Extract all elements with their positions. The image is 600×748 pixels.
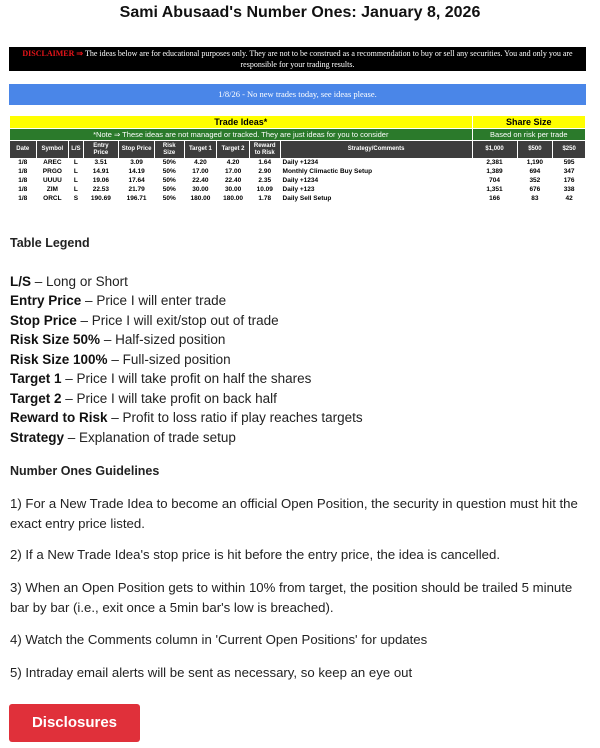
table-row: [10, 195, 586, 204]
legend-item: [10, 313, 279, 328]
cell-s250: 338: [553, 186, 586, 195]
legend-term: Strategy: [10, 430, 65, 445]
trade-ideas-table: [9, 115, 586, 204]
page-title: Sami Abusaad's Number Ones: January 8, 2026: [119, 4, 481, 21]
legend-item: [10, 430, 236, 445]
cell-symbol: AREC: [36, 159, 69, 168]
cell-t2: 22.40: [217, 177, 250, 186]
cell-s1000: 166: [472, 195, 517, 204]
legend-separator: –: [107, 352, 123, 367]
guideline-item: 2) If a New Trade Idea's stop price is hit before the entry price, the idea is cancelled.: [10, 547, 500, 562]
cell-date: 1/8: [10, 186, 37, 195]
cell-s500: 352: [517, 177, 553, 186]
cell-symbol: PRGO: [36, 168, 69, 177]
cell-t2: 30.00: [217, 186, 250, 195]
column-header: $500: [517, 141, 553, 159]
cell-risk: 50%: [154, 159, 184, 168]
guidelines-heading: Number Ones Guidelines: [10, 464, 160, 478]
guideline-item: 1) For a New Trade Idea to become an official Open Position, the security in question must hit the exact entry price listed.: [10, 496, 578, 531]
legend-desc: Full-sized position: [122, 352, 231, 367]
legend-item: [10, 352, 231, 367]
disclaimer-text: The ideas below are for educational purposes only. They are not to be construed as a recommendation to buy or sell any securities. You and only you are responsible for your trading results.: [84, 49, 573, 69]
status-banner: 1/8/26 - No new trades today, see ideas please.: [9, 84, 586, 105]
cell-s1000: 1,351: [472, 186, 517, 195]
column-header: Reward to Risk: [249, 141, 280, 159]
cell-entry: 190.69: [83, 195, 119, 204]
cell-ls: L: [69, 159, 83, 168]
cell-entry: 19.06: [83, 177, 119, 186]
legend-separator: –: [81, 293, 97, 308]
cell-s1000: 1,389: [472, 168, 517, 177]
legend-desc: Half-sized position: [115, 332, 226, 347]
cell-t1: 30.00: [184, 186, 217, 195]
trade-ideas-note: *Note ⇒ These ideas are not managed or tracked. They are just ideas for you to consider: [10, 129, 473, 141]
cell-s1000: 704: [472, 177, 517, 186]
cell-risk: 50%: [154, 168, 184, 177]
guideline-item: 5) Intraday email alerts will be sent as necessary, so keep an eye out: [10, 665, 413, 680]
cell-symbol: ZIM: [36, 186, 69, 195]
cell-rr: 1.78: [249, 195, 280, 204]
cell-t2: 180.00: [217, 195, 250, 204]
legend-item: [10, 332, 225, 347]
cell-s250: 595: [553, 159, 586, 168]
cell-ls: L: [69, 168, 83, 177]
cell-ls: S: [69, 195, 83, 204]
cell-s500: 1,190: [517, 159, 553, 168]
table-row: [10, 159, 586, 168]
cell-s250: 176: [553, 177, 586, 186]
share-size-title: Share Size: [472, 116, 585, 129]
column-header: Entry Price: [83, 141, 119, 159]
cell-t1: 17.00: [184, 168, 217, 177]
cell-stop: 196.71: [119, 195, 155, 204]
disclaimer-box: [9, 47, 586, 71]
cell-strategy: Daily +1234: [280, 159, 472, 168]
cell-s500: 694: [517, 168, 553, 177]
cell-risk: 50%: [154, 177, 184, 186]
cell-stop: 17.64: [119, 177, 155, 186]
legend-separator: –: [107, 410, 123, 425]
legend-desc: Price I will enter trade: [96, 293, 227, 308]
legend-desc: Price I will take profit on half the shares: [76, 371, 312, 386]
legend-desc: Explanation of trade setup: [79, 430, 236, 445]
cell-entry: 22.53: [83, 186, 119, 195]
cell-entry: 3.51: [83, 159, 119, 168]
cell-strategy: Daily +123: [280, 186, 472, 195]
table-row: [10, 186, 586, 195]
column-header: L/S: [69, 141, 83, 159]
cell-t2: 17.00: [217, 168, 250, 177]
cell-risk: 50%: [154, 195, 184, 204]
legend-item: [10, 410, 363, 425]
cell-date: 1/8: [10, 177, 37, 186]
legend-desc: Price I will exit/stop out of trade: [91, 313, 279, 328]
cell-entry: 14.91: [83, 168, 119, 177]
cell-rr: 2.90: [249, 168, 280, 177]
legend-separator: –: [31, 274, 47, 289]
legend-heading: Table Legend: [10, 236, 90, 250]
cell-strategy: Monthly Climactic Buy Setup: [280, 168, 472, 177]
column-header: Risk Size: [154, 141, 184, 159]
cell-s250: 42: [553, 195, 586, 204]
cell-date: 1/8: [10, 159, 37, 168]
legend-term: Entry Price: [10, 293, 82, 308]
cell-strategy: Daily Sell Setup: [280, 195, 472, 204]
column-header: $1,000: [472, 141, 517, 159]
legend-separator: –: [64, 430, 80, 445]
guideline-item: 4) Watch the Comments column in 'Current Open Positions' for updates: [10, 632, 428, 647]
column-header: Target 2: [217, 141, 250, 159]
legend-term: L/S: [10, 274, 32, 289]
legend-term: Stop Price: [10, 313, 77, 328]
cell-ls: L: [69, 177, 83, 186]
column-header: Strategy/Comments: [280, 141, 472, 159]
column-header: Stop Price: [119, 141, 155, 159]
trade-ideas-title: Trade Ideas*: [10, 116, 473, 129]
share-size-note: Based on risk per trade: [472, 129, 585, 141]
cell-risk: 50%: [154, 186, 184, 195]
cell-s250: 347: [553, 168, 586, 177]
cell-t1: 180.00: [184, 195, 217, 204]
legend-item: [10, 391, 277, 406]
legend-item: [10, 274, 128, 289]
cell-rr: 10.09: [249, 186, 280, 195]
legend-term: Risk Size 100%: [10, 352, 108, 367]
column-header: $250: [553, 141, 586, 159]
cell-ls: L: [69, 186, 83, 195]
cell-stop: 3.09: [119, 159, 155, 168]
cell-symbol: ORCL: [36, 195, 69, 204]
legend-separator: –: [61, 391, 77, 406]
column-header: Target 1: [184, 141, 217, 159]
legend-desc: Profit to loss ratio if play reaches targets: [122, 410, 363, 425]
legend-item: [10, 371, 311, 386]
legend-separator: –: [100, 332, 116, 347]
legend-term: Target 1: [10, 371, 62, 386]
cell-date: 1/8: [10, 195, 37, 204]
cell-stop: 14.19: [119, 168, 155, 177]
column-header: Date: [10, 141, 37, 159]
legend-term: Reward to Risk: [10, 410, 108, 425]
column-header: Symbol: [36, 141, 69, 159]
cell-rr: 2.35: [249, 177, 280, 186]
cell-t1: 4.20: [184, 159, 217, 168]
legend-term: Risk Size 50%: [10, 332, 101, 347]
cell-symbol: UUUU: [36, 177, 69, 186]
legend-item: [10, 293, 226, 308]
table-row: [10, 177, 586, 186]
cell-rr: 1.64: [249, 159, 280, 168]
legend-term: Target 2: [10, 391, 62, 406]
cell-t2: 4.20: [217, 159, 250, 168]
cell-strategy: Daily +1234: [280, 177, 472, 186]
cell-date: 1/8: [10, 168, 37, 177]
arrow-icon: ⇒: [76, 49, 84, 58]
cell-s500: 676: [517, 186, 553, 195]
disclaimer-label: DISCLAIMER: [22, 49, 75, 58]
table-row: [10, 168, 586, 177]
disclosures-button[interactable]: Disclosures: [9, 704, 140, 742]
cell-t1: 22.40: [184, 177, 217, 186]
legend-separator: –: [61, 371, 77, 386]
legend-desc: Price I will take profit on back half: [76, 391, 277, 406]
legend-desc: Long or Short: [46, 274, 128, 289]
legend-separator: –: [76, 313, 92, 328]
cell-s500: 83: [517, 195, 553, 204]
cell-s1000: 2,381: [472, 159, 517, 168]
cell-stop: 21.79: [119, 186, 155, 195]
guideline-item: 3) When an Open Position gets to within 10% from target, the position should be trailed 5 minute bar by bar (i.e., exit once a 5min bar's low is breached).: [10, 580, 573, 615]
